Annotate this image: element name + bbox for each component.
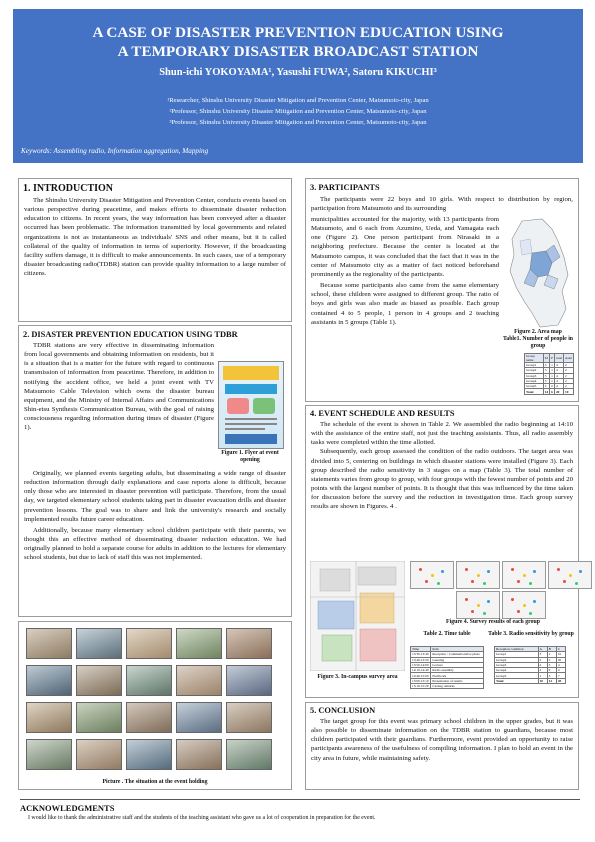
table-cell: Reception / Commemorative photo xyxy=(431,652,484,657)
poster-header xyxy=(13,9,583,163)
survey-point xyxy=(431,574,434,577)
table-cell: 4 xyxy=(556,662,565,667)
event-photo xyxy=(226,665,272,696)
event-photo xyxy=(76,739,122,770)
table-cell: C xyxy=(556,647,565,652)
authors: Shun-ichi YOKOYAMA¹, Yasushi FUWA², Satoru KIKUCHI³ xyxy=(159,67,437,78)
table-cell: Group2 xyxy=(495,657,539,662)
introduction-section xyxy=(18,178,292,322)
table-cell: Radio assembly xyxy=(431,668,484,673)
survey-point xyxy=(487,600,490,603)
survey-point xyxy=(569,574,572,577)
conclusion-text: The target group for this event was primary school children in the upper grades, but it was also possible to disseminate information on the TDBR station to guardians, because most children participated with their guardians. Furthermore, event provided an opportunity to raise participants awareness of the usefulness of compiling information. I plan to hold an event in the city area in future, while maintaining safety. xyxy=(311,718,573,762)
event-photo xyxy=(26,702,72,733)
table-cell: 6 xyxy=(551,389,553,394)
table-cell: 4 xyxy=(554,384,563,389)
event-photo xyxy=(126,665,172,696)
survey-map xyxy=(456,561,500,589)
table-row xyxy=(411,684,484,689)
table-cell: A xyxy=(538,647,547,652)
acknowledgments-title: ACKNOWLEDGMENTS xyxy=(20,803,115,813)
table-cell: 3 xyxy=(538,652,547,657)
section-title: 3. PARTICIPANTS xyxy=(310,183,380,192)
event-photo xyxy=(76,702,122,733)
table-cell: 14:10-14:40 xyxy=(411,668,431,673)
table-cell: Group1 xyxy=(495,652,539,657)
survey-point xyxy=(471,580,474,583)
event-photo xyxy=(176,665,222,696)
participants-section xyxy=(305,178,579,402)
figure1-caption: Figure 1. Flyer at event opening xyxy=(221,450,279,463)
section-title: 1. INTRODUCTION xyxy=(23,183,114,194)
table-cell: 2 xyxy=(543,384,549,389)
event-photo xyxy=(26,665,72,696)
table-cell: B xyxy=(547,647,556,652)
tdbr-text-1: TDBR stations are very effective in disseminating information from local governments and obtaining information on residents, but it is a situation that is a matter for the future with regard to continuous transmission of information from peacetime. Therefore, in addition to notifying the accident office, we held a joint event with TV Matsumoto Cable Television which owns the disaster bureau equipment, and the Ministry of Internal Affairs and Communications Shin-etsu Synthesis Communication Bureau, with the goal of raising consciousness regarding information during times of disaster (Figure 1). xyxy=(24,342,214,432)
table-cell: 1 xyxy=(547,652,556,657)
survey-point xyxy=(465,568,468,571)
table-cell: 1 xyxy=(538,673,547,678)
table-cell: 3 xyxy=(547,662,556,667)
table-cell: Total xyxy=(495,678,539,683)
survey-point xyxy=(477,604,480,607)
acknowledgments-divider xyxy=(20,799,580,800)
table-cell: 13:50-14:00 xyxy=(411,662,431,667)
table-cell: Group3 xyxy=(495,662,539,667)
table-cell: 1 xyxy=(551,379,553,384)
table-cell: Fieldwork xyxy=(431,673,484,678)
table-cell: Item xyxy=(431,647,484,652)
survey-point xyxy=(471,610,474,613)
table-cell: Group4 xyxy=(495,668,539,673)
section-title: 5. CONCLUSION xyxy=(310,706,376,715)
table-cell: Closing remarks xyxy=(431,684,484,689)
table-cell: Reception condition xyxy=(495,647,539,652)
map-caption: Figure 2. Area map xyxy=(514,329,562,335)
survey-point xyxy=(511,598,514,601)
table-cell: 3 xyxy=(543,363,549,368)
table-cell: 3 xyxy=(547,673,556,678)
event-photo xyxy=(126,702,172,733)
table-cell: 45 xyxy=(556,678,565,683)
table3 xyxy=(494,646,566,684)
table-cell: 4 xyxy=(554,368,563,373)
tdbr-text-2: Originally, we planned events targeting adults, but disseminating a wide range of disaster reduction information through daily explanations and case reports alone is difficult, because only those who are interested in disaster prevention will participate. Therefore, from the usual day, we targeted elementary school students taking part in disaster evacuation drills and disaster prevention lessons. The goal was to share and link the university's research and socially implemented results future career education. Additionally, because many elementary school children participate with their parents, we thought this an effective method of disseminating disaster reduction education. We had originally planned to hold a separate course for adults in addition to the lectures for elementary school students, but due to lack of staff this was not implemented. xyxy=(24,470,286,562)
event-photo xyxy=(76,665,122,696)
table-cell: 10 xyxy=(556,652,565,657)
table-cell: 2 xyxy=(564,373,574,378)
table-cell: 1 xyxy=(551,373,553,378)
table-cell: F xyxy=(550,354,555,363)
table1-caption: Table1. Number of people in group xyxy=(502,336,574,349)
table-cell: Group2 xyxy=(525,368,544,373)
flyer-image xyxy=(218,361,284,449)
table-cell: 14 xyxy=(544,389,549,394)
event-photo xyxy=(126,628,172,659)
event-photo xyxy=(226,702,272,733)
table-cell: Lecture xyxy=(431,662,484,667)
table-cell: 4 xyxy=(556,668,565,673)
survey-map xyxy=(456,591,500,619)
table-row xyxy=(525,354,574,363)
photos-section xyxy=(18,621,292,790)
tdbr-section xyxy=(18,325,292,617)
survey-point xyxy=(441,570,444,573)
table-cell: 1 xyxy=(551,363,553,368)
survey-point xyxy=(575,582,578,585)
event-photo xyxy=(176,702,222,733)
survey-point xyxy=(465,598,468,601)
table2-caption: Table 2. Time table xyxy=(423,631,471,637)
schedule-section xyxy=(305,405,579,698)
table1 xyxy=(524,353,574,395)
participants-text-1: municipalities accounted for the majority, with 13 participants from Matsumoto, and 6 each from Azumino, Ueda, and Yamagata each one (Figure 2). One person participant from Nirasaki in a neighboring prefecture. Because the center is located at the Matsumoto campus, it was concluded that the fact that it was in the center of Matsumoto city as a matter of fact noticed beforehand prominently as the regionality of the participants. Because some participants also came from the same elementary school, these children were assigned to different group. The ratio of boys and girls was also made as biased as possible. Each group contained 4 to 5 people, 1 person in 4 groups and 2 teaching assistants in 5 groups (Table 1). xyxy=(311,216,499,326)
conclusion-section xyxy=(305,702,579,790)
table-cell: Group1 xyxy=(525,363,544,368)
table-cell: 2 xyxy=(564,384,574,389)
survey-point xyxy=(557,568,560,571)
survey-point xyxy=(517,580,520,583)
schedule-text: The schedule of the event is shown in Table 2. We assembled the radio beginning at 14:10 with the assistance of the entire staff, not just the teaching assistants. Thus, all radio assembly tasks were completed within the time allotted. Subsequently, each group assessed the condition of the radio outdoors. The target area was divided into 5, centering on buildings in which disaster stations were installed (Figure 3). Each group described the radio sensitivity in 3 stages on a map (Table 3). The total number of statements varies from group to group, with four groups with the fewest number of points and 20 points with the largest number of points. It is thought that this was influenced by the time taken for discussion before the survey and the reduction in investigation time. Each group survey results are shown in Figures. 4 . xyxy=(311,421,573,511)
table-cell: 10 xyxy=(564,389,574,394)
participants-text-top: The participants were 22 boys and 10 girls. With respect to distribution by region, participation from Matsumoto and its surrounding xyxy=(311,196,573,213)
survey-point xyxy=(419,568,422,571)
table-cell: M xyxy=(543,354,549,363)
table-cell: 15:00-15:10 xyxy=(411,678,431,683)
intro-text: The Shinshu University Disaster Mitigation and Prevention Center, conducts events based on various perspective during peacetime, and makes efforts to disseminate disaster reduction education to citizens. In recent years, the way information has been conveyed after a disaster occurred has been problematic. The information transmitted by local governments and related organizations is not as instantaneous as individuals' SNS and other means, but it is called collateral of the quality of information in terms of superiority. However, if the broadcasting facility suffers damage, it is difficult to make announcements. In such cases, use of a temporary disaster broadcasting radio(TDBR) station can provide quality information to a large number of citizens. xyxy=(24,197,286,278)
survey-point xyxy=(517,610,520,613)
table-cell: 2 xyxy=(564,363,574,368)
keywords: Keywords: Assembling radio, Information aggregation, Mapping xyxy=(21,147,209,155)
survey-point xyxy=(523,574,526,577)
poster-title: A CASE OF DISASTER PREVENTION EDUCATION USING A TEMPORARY DISASTER BROADCAST STATION xyxy=(92,24,504,60)
table-cell: 14:40-15:00 xyxy=(411,673,431,678)
survey-point xyxy=(477,574,480,577)
figure4-caption: Figure 4. Survey results of each group xyxy=(446,619,540,625)
survey-point xyxy=(563,580,566,583)
table-cell: 12 xyxy=(547,678,556,683)
event-photo xyxy=(226,739,272,770)
table-cell: 2 xyxy=(551,384,553,389)
table-cell: 2 xyxy=(538,657,547,662)
area-map xyxy=(502,217,574,329)
survey-point xyxy=(425,580,428,583)
table-cell: Presentation of results xyxy=(431,678,484,683)
table-cell: 2 xyxy=(564,368,574,373)
table-cell: 3 xyxy=(543,368,549,373)
table-cell: 2 xyxy=(538,662,547,667)
table-cell: 4 xyxy=(554,378,563,383)
survey-map xyxy=(502,591,546,619)
affiliations: ¹Researcher, Shinshu University Disaster Mitigation and Prevention Center, Matsumoto-city, Japan ²Professor, Shinshu University Disaster Mitigation and Prevention Center, Matsumoto-city, Japan ³Professor, Shinshu University Disaster Mitigation and Prevention Center, Matsumoto-city, Japan xyxy=(167,97,429,126)
table-cell: total xyxy=(554,354,563,363)
table-row xyxy=(525,389,574,394)
survey-point xyxy=(533,600,536,603)
table-cell: 5 xyxy=(547,657,556,662)
table-cell: 15:10-15:20 xyxy=(411,684,431,689)
table-cell: 0 xyxy=(547,668,556,673)
table-cell: Group name xyxy=(525,354,544,363)
survey-point xyxy=(529,612,532,615)
table-cell: 1 xyxy=(551,368,553,373)
table-cell: Time xyxy=(411,647,431,652)
table-row xyxy=(411,652,484,657)
survey-map xyxy=(410,561,454,589)
event-photo xyxy=(26,628,72,659)
event-photo xyxy=(26,739,72,770)
table-cell: Group5 xyxy=(495,673,539,678)
survey-point xyxy=(487,570,490,573)
table-cell: 4 xyxy=(554,373,563,378)
table-cell: Assit xyxy=(564,354,574,363)
table-cell: 3 xyxy=(543,378,549,383)
table-cell: 13:40-13:50 xyxy=(411,657,431,662)
survey-map xyxy=(502,561,546,589)
survey-point xyxy=(483,612,486,615)
table-cell: 3 xyxy=(543,373,549,378)
survey-point xyxy=(579,570,582,573)
table-cell: 20 xyxy=(556,657,565,662)
event-photo xyxy=(76,628,122,659)
table-cell: Group4 xyxy=(525,378,544,383)
table-row xyxy=(495,678,566,683)
survey-point xyxy=(483,582,486,585)
table-cell: Group5 xyxy=(525,384,544,389)
table-cell: 4 xyxy=(554,363,563,368)
survey-point xyxy=(511,568,514,571)
table2 xyxy=(410,646,484,689)
survey-map xyxy=(548,561,592,589)
event-photo xyxy=(126,739,172,770)
event-photo xyxy=(226,628,272,659)
survey-point xyxy=(523,604,526,607)
section-title: 4. EVENT SCHEDULE AND RESULTS xyxy=(310,409,455,418)
survey-point xyxy=(533,570,536,573)
section-title: 2. DISASTER PREVENTION EDUCATION USING TDBR xyxy=(23,330,238,339)
event-photo xyxy=(176,739,222,770)
figure3-caption: Figure 3. In-campus survey area xyxy=(317,674,398,680)
table-cell: 2 xyxy=(538,668,547,673)
table-cell: 20 xyxy=(554,389,563,394)
table-cell: Greeting xyxy=(431,657,484,662)
table-cell: Group3 xyxy=(525,373,544,378)
table-cell: 13:30-13:40 xyxy=(411,652,431,657)
table-cell: 10 xyxy=(538,678,547,683)
photos-caption: Picture . The situation at the event holding xyxy=(102,779,208,785)
table-cell: Total xyxy=(525,389,544,394)
acknowledgments-text: I would like to thank the administrative staff and the students of the teaching assistant who gave us a lot of cooperation in preparation for the event. xyxy=(28,815,376,821)
survey-point xyxy=(437,582,440,585)
table3-caption: Table 3. Radio sensitivity by group xyxy=(488,631,574,637)
campus-map xyxy=(310,561,405,671)
table-cell: 2 xyxy=(564,378,574,383)
event-photo xyxy=(176,628,222,659)
table-cell: 7 xyxy=(556,673,565,678)
survey-point xyxy=(529,582,532,585)
